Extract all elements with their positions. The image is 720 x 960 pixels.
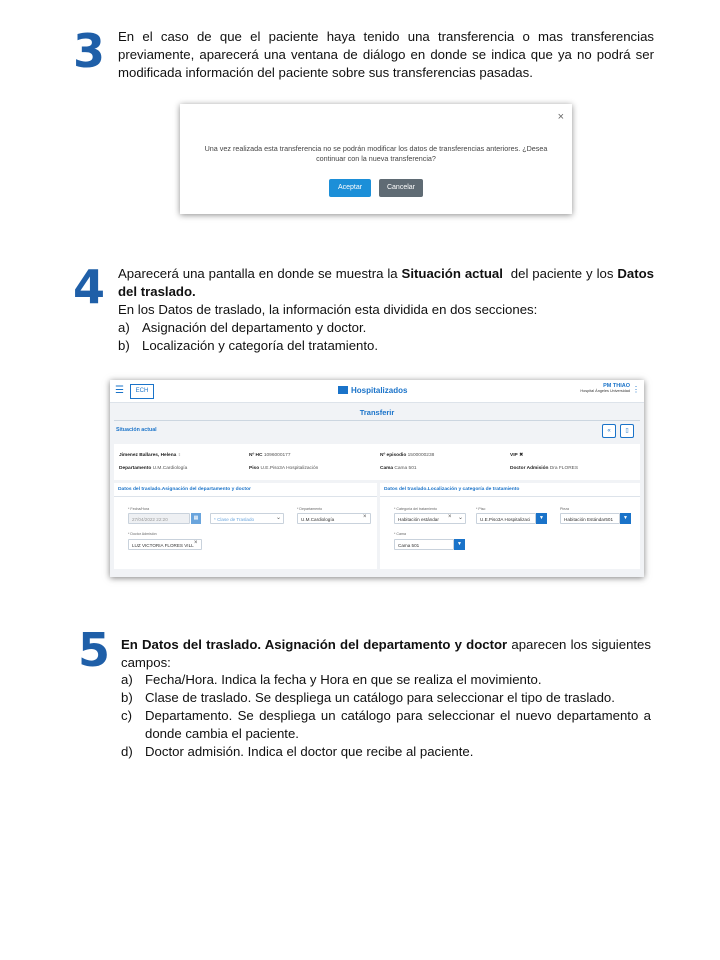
bed-label: Cama	[380, 466, 394, 471]
bed-select[interactable]: Cama 501	[394, 539, 454, 550]
person-icon: ♀	[177, 453, 182, 458]
dept-select-label: * Departamento	[297, 507, 323, 511]
back-arrows-icon[interactable]: «	[602, 424, 616, 438]
bed-value: Cama 501	[394, 466, 417, 471]
menu-icon[interactable]: ☰	[115, 385, 124, 396]
list-item	[121, 743, 651, 761]
transfer-class-select[interactable]: * Clase de Traslado	[210, 513, 284, 524]
bed-select-label: * Cama	[394, 532, 406, 536]
patient-info-card	[114, 444, 640, 480]
app-logo: ECH	[130, 384, 154, 399]
bed-field	[380, 466, 417, 471]
section-location	[380, 483, 640, 569]
list-text: Localización y categoría del tratamiento.	[142, 338, 379, 353]
user-info[interactable]	[580, 383, 630, 393]
floor-field	[249, 466, 318, 471]
user-name: PM THIAO	[603, 383, 630, 389]
hc-value: 1096000177	[263, 453, 291, 458]
doctor-select-label: * Doctor Admisión	[128, 532, 157, 536]
step4-line2: En los Datos de traslado, la información esta dividida en dos secciones:	[118, 302, 538, 317]
cancel-button[interactable]: Cancelar	[379, 179, 423, 197]
divider	[114, 496, 377, 497]
hc-label: Nº HC	[249, 453, 263, 458]
chevron-down-icon[interactable]: ⌄	[458, 515, 464, 521]
step-number-3: 3	[73, 24, 106, 78]
list-text: Clase de traslado. Se despliega un catálogo para seleccionar el tipo de traslado.	[145, 690, 615, 705]
doctor-field	[510, 466, 578, 471]
list-text: Fecha/Hora. Indica la fecha y Hora en que se realiza el movimiento.	[145, 672, 542, 687]
step5-list	[121, 671, 651, 761]
floor-value: U.E.Piso3A Hospitalización	[260, 466, 319, 471]
room-select[interactable]: Habitación Estándar501	[560, 513, 620, 524]
list-item	[121, 671, 651, 689]
vip-label: VIP	[510, 453, 518, 458]
floor-select[interactable]: U.E.Piso3A Hospitalizaci	[476, 513, 536, 524]
hc-field	[249, 453, 291, 458]
datetime-input[interactable]: 27/04/2022 22:20	[128, 513, 190, 524]
step4-intro-bold-current: Situación actual	[401, 266, 503, 281]
list-marker: a)	[118, 320, 130, 335]
dept-label: Departamento	[119, 466, 152, 471]
step-number-5: 5	[78, 623, 111, 677]
room-select-label: Pieza	[560, 507, 569, 511]
page-title: Transferir	[359, 408, 395, 417]
step4-intro-mid: del paciente y los	[502, 266, 618, 281]
chevron-down-icon[interactable]: ▼	[620, 513, 631, 524]
vip-field	[510, 453, 523, 458]
hospital-icon	[338, 386, 348, 394]
step5-intro-bold: En Datos del traslado. Asignación del departamento y doctor	[121, 637, 508, 652]
section-current-title: Situación actual	[116, 427, 157, 433]
step5-intro	[121, 636, 651, 672]
list-item	[118, 319, 654, 337]
floor-select-label: * Piso	[476, 507, 486, 511]
doctor-label: Doctor Admisión	[510, 466, 549, 471]
list-text: Doctor admisión. Indica el doctor que recibe al paciente.	[145, 744, 474, 759]
step4-intro	[118, 265, 654, 301]
divider	[380, 496, 640, 497]
episode-label: Nº episodio	[380, 453, 407, 458]
app-title-text: Hospitalizados	[351, 386, 408, 395]
step3-paragraph: En el caso de que el paciente haya tenido una transferencia o mas transferencias previamente, aparecerá una ventana de diálogo en donde se indica que ya no podrá ser modificada información del paciente sobre sus transferencias pasadas.	[118, 29, 654, 80]
list-marker: c)	[121, 708, 132, 723]
floor-label: Piso	[249, 466, 260, 471]
chevron-down-icon[interactable]: ⌄	[276, 515, 282, 521]
episode-field	[380, 453, 434, 458]
list-text: Asignación del departamento y doctor.	[142, 320, 367, 335]
step-number-4: 4	[73, 260, 106, 314]
chevron-down-icon[interactable]: ▼	[536, 513, 547, 524]
step4-intro-bold-transfer: Datos del traslado	[118, 266, 654, 299]
section-assignment	[114, 483, 377, 569]
list-marker: a)	[121, 672, 133, 687]
dept-field	[119, 466, 187, 471]
patient-name	[119, 453, 181, 458]
clear-icon[interactable]: ×	[448, 514, 452, 520]
step5-intro-rest: aparecen los siguientes campos:	[121, 637, 651, 670]
list-text: Departamento. Se despliega un catálogo para seleccionar el nuevo departamento a donde cambia el paciente.	[145, 708, 651, 741]
list-item	[121, 689, 651, 707]
section-assignment-title: Datos del traslado.Asignación del departamento y doctor	[118, 487, 251, 492]
app-header	[110, 380, 644, 403]
more-icon[interactable]: ⋮	[632, 385, 640, 394]
app-title	[338, 386, 407, 395]
clear-icon[interactable]: ×	[194, 540, 198, 546]
close-icon[interactable]: ×	[557, 111, 564, 123]
list-item	[121, 707, 651, 743]
step4-intro-text: Aparecerá una pantalla en donde se muestra la	[118, 266, 402, 281]
calendar-icon[interactable]: ▦	[191, 513, 201, 524]
episode-value: 1500000238	[407, 453, 435, 458]
transfer-screenshot	[110, 380, 644, 577]
dialog-message: Una vez realizada esta transferencia no se podrán modificar los datos de transferencias anteriores. ¿Desea continuar con la nueva transferencia?	[204, 144, 548, 163]
patient-name-text: Jimenez Ballares, Helena	[119, 453, 177, 458]
list-marker: b)	[118, 338, 130, 353]
category-label: * Categoría del tratamiento	[394, 507, 437, 511]
category-select[interactable]: Habitación estándar	[394, 513, 466, 524]
chevron-down-icon[interactable]: ▼	[454, 539, 465, 550]
clear-icon[interactable]: ×	[363, 514, 367, 520]
dept-select[interactable]: U.M.Cardiología	[297, 513, 371, 524]
dept-value: U.M.Cardiología	[152, 466, 188, 471]
list-marker: d)	[121, 744, 133, 759]
divider	[114, 420, 640, 421]
doctor-value: Dra FLORES	[549, 466, 579, 471]
trash-icon[interactable]: ▯	[620, 424, 634, 438]
list-item	[118, 337, 654, 355]
section-location-title: Datos del traslado.Localización y categoría de tratamiento	[384, 487, 520, 492]
step4-intro-end: .	[192, 284, 196, 299]
datetime-label: * Fecha/Hora	[128, 507, 150, 511]
list-marker: b)	[121, 690, 133, 705]
accept-button[interactable]: Aceptar	[329, 179, 371, 197]
vip-value: ✖	[519, 453, 524, 458]
doctor-select[interactable]: LUZ VICTORIA FLORES VILL	[128, 539, 202, 550]
dialog-screenshot	[180, 104, 572, 214]
user-org: Hospital Ángeles Universidad	[580, 389, 630, 393]
step4-list	[118, 319, 654, 355]
